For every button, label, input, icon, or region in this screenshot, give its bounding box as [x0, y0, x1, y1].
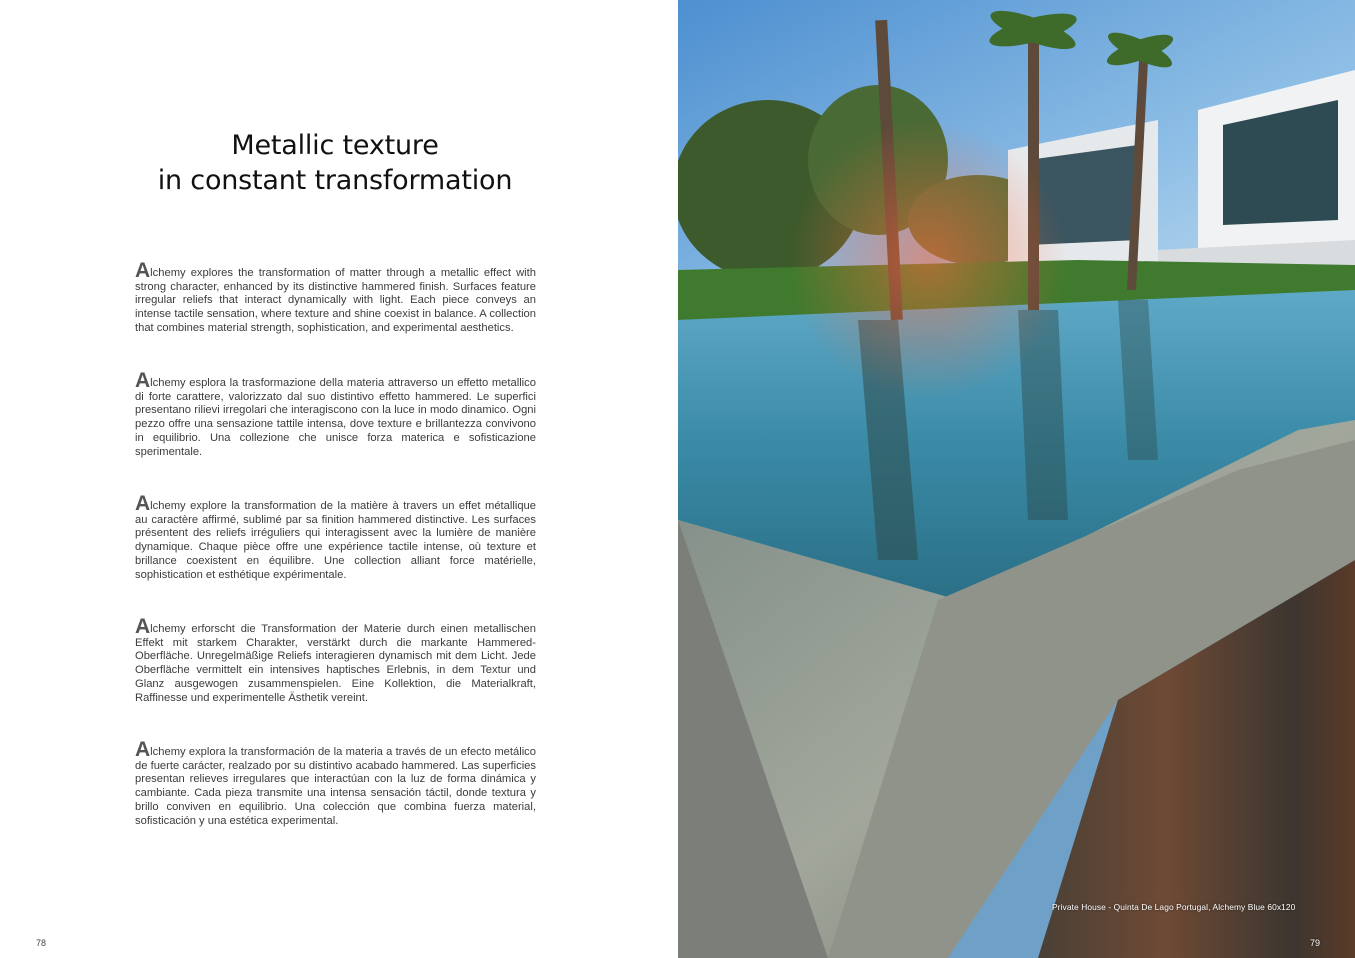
- page-number-left: 78: [36, 938, 47, 948]
- drop-initial: A: [135, 738, 151, 761]
- paragraph-french: [135, 492, 536, 582]
- paragraph-german: [135, 615, 536, 705]
- paragraph-italian: [135, 369, 536, 459]
- drop-initial: A: [135, 492, 151, 515]
- paragraph-text: lchemy explore la transformation de la matière à travers un effet métallique au caractère affirmé, sublimé par sa finition hammered distinctive. Les surfaces présentent des reliefs irréguliers qui interagissent avec la lumière de manière dynamique. Chaque pièce offre une expérience tactile intense, où texture et brillance coexistent en équilibre. Une collection alliant force matérielle, sophistication et esthétique expérimentale.: [135, 500, 536, 581]
- paragraph-spanish: [135, 738, 536, 828]
- paragraph-english: [135, 259, 536, 336]
- title-line-1: Metallic texture: [231, 130, 439, 161]
- page-title: [0, 128, 670, 198]
- paragraph-text: lchemy explora la transformación de la materia a través de un efecto metálico de fuerte carácter, realzado por su distintivo acabado hammered. Las superficies presentan relieves irregulares que interactúan con la luz de forma dinámica y cambiante. Cada pieza transmite una intensa sensación táctil, donde textura y brillo conviven en equilibrio. Una colección que combina fuerza material, sofisticación y una estética experimental.: [135, 746, 536, 827]
- pool-photo-illustration: [678, 0, 1355, 958]
- title-line-2: in constant transformation: [157, 165, 513, 196]
- paragraph-text: lchemy esplora la trasformazione della materia attraverso un effetto metallico di forte carattere, valorizzato dal suo distintivo effetto hammered. Le superfici presentano rilievi irregolari che interagiscono con la luce in modo dinamico. Ogni pezzo offre una sensazione tattile intensa, dove texture e brillantezza convivono in equilibrio. Una collezione che unisce forza materica e sofisticazione sperimentale.: [135, 377, 536, 458]
- drop-initial: A: [135, 615, 151, 638]
- pool-photo: [678, 0, 1355, 958]
- paragraph-text: lchemy explores the transformation of matter through a metallic effect with strong character, enhanced by its distinctive hammered finish. Surfaces feature irregular reliefs that interact dynamically with light. Each piece conveys an intense tactile sensation, where texture and shine coexist in balance. A collection that combines material strength, sophistication, and experimental aesthetics.: [135, 267, 536, 334]
- drop-initial: A: [135, 369, 151, 392]
- drop-initial: A: [135, 259, 151, 282]
- paragraph-text: lchemy erforscht die Transformation der Materie durch einen metallischen Effekt mit starkem Charakter, verstärkt durch die markante Hammered-Oberfläche. Unregelmäßige Reliefs interagieren dynamisch mit dem Licht. Jede Oberfläche vermittelt ein intensives haptisches Erlebnis, in dem Textur und Glanz ausgewogen zusammenspielen. Eine Kollektion, die Materialkraft, Raffinesse und experimentelle Ästhetik vereint.: [135, 623, 536, 704]
- page-number-right: 79: [1310, 938, 1321, 948]
- photo-caption: Private House - Quinta De Lago Portugal, Alchemy Blue 60x120: [1052, 902, 1296, 912]
